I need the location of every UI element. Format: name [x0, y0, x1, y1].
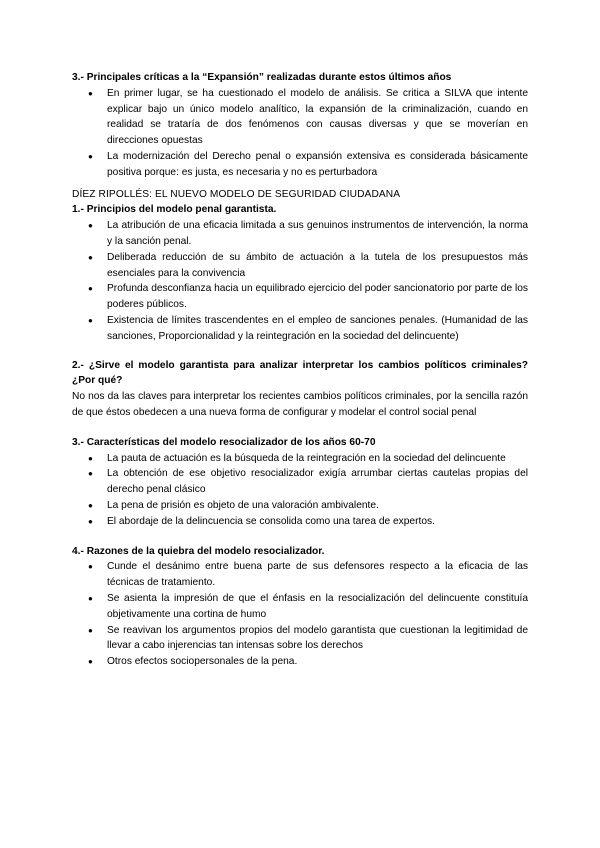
bullet-icon: ●	[88, 453, 93, 463]
bullet-icon: ●	[88, 284, 93, 294]
list-item: ● Otros efectos sociopersonales de la pena.	[72, 654, 528, 670]
bullet-icon: ●	[88, 625, 93, 635]
bullet-icon: ●	[88, 593, 93, 603]
section-heading: 2.- ¿Sirve el modelo garantista para analizar interpretar los cambios políticos criminales? ¿Por qué?	[72, 359, 528, 387]
list-item: ● La pauta de actuación es la búsqueda de la reintegración en la sociedad del delincuente	[72, 451, 528, 467]
bullet-icon: ●	[88, 221, 93, 231]
list-item: ● La obtención de ese objetivo resocializador exigía arrumbar ciertas cautelas propias del derecho penal clásico	[88, 468, 528, 496]
bullet-icon: ●	[88, 151, 93, 161]
chapter-title: DÍEZ RIPOLLÉS: EL NUEVO MODELO DE SEGURIDAD CIUDADANA	[72, 188, 401, 200]
bullet-icon: ●	[88, 516, 93, 526]
section-paragraph: No nos da las claves para interpretar los recientes cambios políticos criminales, por la sencilla razón de que éstos obedecen a una nueva forma de configurar y modelar el control social penal	[72, 391, 528, 418]
bullet-icon: ●	[88, 500, 93, 510]
list-item: ● Se reavivan los argumentos propios del modelo garantista que cuestionan la legitimidad de llevar a cabo injerencias tan intensas sobre los derechos	[88, 624, 528, 652]
list-item: ● Cunde el desánimo entre buena parte de sus defensores respecto a la eficacia de las técnicas de tratamiento.	[88, 561, 528, 589]
list-item: ● Deliberada reducción de su ámbito de actuación a la tutela de los presupuestos más esenciales para la convivencia	[88, 251, 528, 279]
bullet-icon: ●	[88, 252, 93, 262]
list-item: ● La atribución de una eficacia limitada a sus genuinos instrumentos de intervención, la norma y la sanción penal.	[88, 220, 528, 247]
section-heading: 1.- Principios del modelo penal garantista.	[72, 204, 277, 216]
bullet-list	[72, 451, 528, 530]
bullet-list	[72, 559, 528, 670]
list-item: ● La pena de prisión es objeto de una valoración ambivalente.	[72, 498, 528, 514]
section-heading: 3.- Principales críticas a la “Expansión” realizadas durante estos últimos años	[72, 72, 452, 83]
list-item: ● Existencia de límites trascendentes en el empleo de sanciones penales. (Humanidad de las sanciones, Proporcionalidad y la reintegración en la sociedad del delincuente)	[88, 314, 528, 342]
section-heading: 4.- Razones de la quiebra del modelo resocializador.	[72, 545, 325, 557]
bullet-icon: ●	[88, 88, 93, 98]
bullet-icon: ●	[88, 469, 93, 479]
list-item: ● Profunda desconfianza hacia un equilibrado ejercicio del poder sancionatorio por parte de los poderes públicos.	[88, 283, 528, 311]
bullet-icon: ●	[88, 562, 93, 572]
document-page	[72, 70, 528, 670]
bullet-list	[72, 86, 528, 181]
bullet-list	[72, 218, 528, 344]
section-heading: 3.- Características del modelo resocializador de los años 60-70	[72, 436, 376, 448]
list-item: ● La modernización del Derecho penal o expansión extensiva es considerada básicamente positiva porque: es justa, es necesaria y no es perturbadora	[88, 150, 528, 178]
bullet-icon: ●	[88, 657, 93, 667]
list-item: ● El abordaje de la delincuencia se consolida como una tarea de expertos.	[72, 514, 528, 530]
bullet-icon: ●	[88, 315, 93, 325]
list-item: ● En primer lugar, se ha cuestionado el modelo de análisis. Se critica a SILVA que intente explicar bajo un único modelo analítico, la expansión de la criminalización, cuando en realidad se trataría de dos fenómenos con causas diversas y que se moverían en direcciones opuestas	[88, 87, 528, 147]
list-item: ● Se asienta la impresión de que el énfasis en la resocialización del delincuente constituía objetivamente una cortina de humo	[88, 592, 528, 620]
